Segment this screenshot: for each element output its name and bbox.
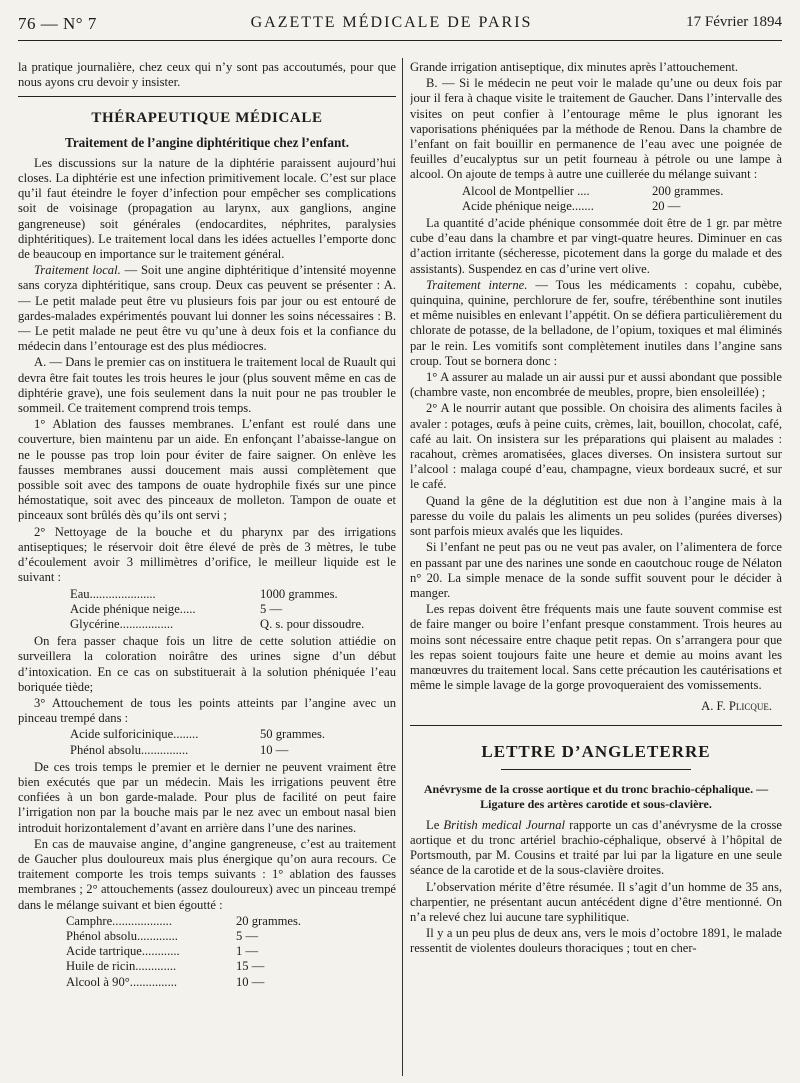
lead-phrase: Traitement interne. [426, 277, 528, 292]
ingredient: Camphre................... [66, 913, 172, 928]
title-underline [501, 769, 691, 770]
paragraph: 2° A le nourrir autant que possible. On choisira des aliments faciles à avaler : potages, œufs à peine cuits, crèmes, lait, bouillon, chocolat, café, café au lait. On insistera sur les préparations qui plaisent au malades : racahout, crèmes aromatisées, glaces diverses. On insistera surtout sur l’alcool : malaga coupé d’eau, champagne, vieux bordeaux sucré, et sur le café. [410, 401, 782, 492]
journal-title: GAZETTE MÉDICALE DE PARIS [250, 14, 533, 31]
left-column [18, 60, 396, 1075]
ingredient: Acide phénique neige....... [462, 198, 594, 213]
paragraph: Si l’enfant ne peut pas ou ne veut pas avaler, on l’alimentera de force en passant par une des narines une sonde en caoutchouc rouge de Nélaton n° 20. La simple menace de la sonde suffit souvent pour le décider à manger. [410, 540, 782, 600]
ingredient: Acide sulforicinique........ [70, 727, 199, 742]
recipe-line [18, 975, 396, 990]
recipe-line [410, 199, 782, 214]
article-title: Traitement de l’angine diphtéritique chez l’enfant. [65, 134, 349, 150]
paragraph: En cas de mauvaise angine, d’angine gangreneuse, c’est au traitement de Gaucher plus douloureux mais plus énergique qu’on aura recours. Ce traitement comporte les trois temps suivants : 1° ablation des fausses membranes ; 2° attouchements (assez douloureux) avec un pinceau trempé dans le mélange suivant et bien égoutté : [18, 836, 396, 912]
recipe-line [18, 914, 396, 929]
paragraph: 2° Nettoyage de la bouche et du pharynx par des irrigations antiseptiques; le réservoir doit être élevé de près de 3 mètres, le tube d’écoulement avoir 3 millimètres d’orifice, le meilleur liquide est le suivant : [18, 524, 396, 585]
paragraph: 3° Attouchement de tous les points atteints par l’angine avec un pinceau trempé dans : [18, 695, 396, 726]
paragraph: Les discussions sur la nature de la diphtérie paraissent aujourd’hui closes. La diphtérie est une infection primitivement locale. C’est sur place qu’il faut éteindre le foyer d’infection pour empêcher ses complications soit de voisinage (propagation au larynx, aux ganglions, angine gangreneuse) soit générales (endocardites, néphrites, paralysies diphtéritiques). Le traitement local dans les idées actuelles l’emporte donc de beaucoup en importance sur le traitement général. [18, 155, 396, 262]
section-rule [410, 725, 782, 726]
paragraph-text: rapporte un cas d’anévrysme de la crosse aortique et du tronc artériel brachio-céphalique, observé à l’hôpital de Portsmouth, par M. Cousins et traité par lui par la ligature en une seule séance de la carotide et de la sous-clavière droites. [410, 817, 782, 878]
journal-name: British medical Journal [443, 817, 565, 832]
ingredient: Alcool à 90°............... [66, 974, 178, 989]
paragraph-text: — Tous les médicaments : copahu, cubèbe, quinquina, quinine, perchlorure de fer, soufre, térébenthine sont inutiles et même nuisibles en enlevant l’appétit. On se défiera particulièrement du chlorate de potasse, de la belladone, de l’opium, toxiques et mal éliminés par le rein. Les vomitifs sont complètement inutiles dans l’angine sans croup. Tout se bornera donc : [410, 277, 782, 368]
paragraph: De ces trois temps le premier et le dernier ne peuvent vraiment être bien exécutés que par un médecin. Mais les irrigations peuvent être confiées à un bon garde-malade. Pour plus de facilité on peut faire l’irrigation non par la bouche mais par le nez avec un embout nasal bien introduit horizontalement d’avant en arrière dans l’une des narines. [18, 759, 396, 835]
column-divider [402, 58, 403, 1076]
paragraph: Quand la gêne de la déglutition est due non à l’angine mais à la paresse du voile du palais les aliments un peu solides (purées diverses) sont parfois mieux avalés que les liquides. [410, 493, 782, 539]
recipe-line [18, 743, 396, 758]
intro-paragraph: la pratique journalière, chez ceux qui n’y sont pas accoutumés, pour que nous ayons cru devoir y insister. [18, 60, 396, 90]
recipe-irrigation [18, 587, 396, 633]
paragraph [410, 278, 782, 369]
recipe-line [18, 959, 396, 974]
paragraph: Grande irrigation antiseptique, dix minutes après l’attouchement. [410, 60, 739, 74]
ingredient: Phénol absolu............... [70, 742, 189, 757]
ingredient: Huile de ricin............. [66, 959, 177, 974]
recipe-gaucher [18, 914, 396, 990]
page-header [18, 14, 782, 41]
recipe-line [410, 184, 782, 199]
paragraph [18, 263, 396, 354]
ingredient: Acide phénique neige..... [70, 601, 196, 616]
quantity: 10 — [236, 974, 265, 989]
quantity: 5 — [236, 928, 259, 943]
issue-date: 17 Février 1894 [686, 14, 782, 30]
quantity: 10 — [260, 742, 289, 757]
paragraph: A. — Dans le premier cas on instituera le traitement local de Ruault qui devra être fait toutes les trois heures le jour (plus souvent même en cas de diphtérie grave), une fois seulement dans la nuit pour ne pas troubler le sommeil. Ce traitement comprend trois temps. [18, 355, 396, 416]
paragraph: On fera passer chaque fois un litre de cette solution attiédie on surveillera la coloration noirâtre des urines signe d’un début d’intoxication. En ce cas on substituerait à la solution phéniquée l’eau boriquée tiède; [18, 634, 396, 694]
ingredient: Eau..................... [70, 586, 156, 601]
recipe-line [18, 944, 396, 959]
recipe-line [18, 727, 396, 742]
quantity: 5 — [260, 601, 283, 616]
paragraph: L’observation mérite d’être résumée. Il s’agit d’un homme de 35 ans, charpentier, ne présentant aucun antécédent digne d’être mentionné. On n’a relevé chez lui aucune tare syphilitique. [410, 879, 782, 924]
paragraph: 1° A assurer au malade un air aussi pur et aussi abondant que possible (chambre vaste, non encombrée de meubles, propre, bien ensoleillée) ; [410, 370, 782, 400]
quantity: 15 — [236, 959, 265, 974]
ingredient: Acide tartrique............ [66, 944, 180, 959]
ingredient: Alcool de Montpellier .... [462, 183, 590, 198]
paragraph: Les repas doivent être fréquents mais une faute souvent commise est de faire manger ou boire l’enfant presque constamment. Trois heures au moins sont nécessaire entre chaque petit repas. On s’arrangera pour que les repas soient toujours faite une heure et demie au moins avant les manœuvres du traitement local. Sans cette précaution les cautérisations et même le simple lavage de la gorge provoqueraient des vomissements. [410, 602, 782, 693]
paragraph-text: — Soit une angine diphtéritique d’intensité moyenne sans coryza diphtéritique, sans croup. Deux cas peuvent se présenter : A. — Le petit malade peut être vu plusieurs fois par jour ou est entouré de gardes-malades expérimentés pouvant lui donner les soins nécessaires : B. — Le petit malade ne peut être vu qu’une à deux fois et la confiance du médecin dans l’entourage est des plus médiocres. [18, 263, 396, 354]
paragraph: Il y a un peu plus de deux ans, vers le mois d’octobre 1891, le malade ressentit de violentes douleurs thoraciques ; tout en cher- [410, 926, 782, 956]
ingredient: Glycérine................. [70, 616, 174, 631]
quantity: 20 — [652, 198, 681, 213]
letter-subtitle: Anévrysme de la crosse aortique et du tronc brachio-céphalique. — Ligature des artères carotide et sous-clavière. [423, 781, 769, 811]
recipe-line [18, 602, 396, 617]
recipe-line [18, 929, 396, 944]
quantity: 200 grammes. [652, 183, 724, 198]
paragraph: 1° Ablation des fausses membranes. L’enfant est roulé dans une couverture, bien maintenu par un aide. En enfonçant l’abaisse-langue on ne le pousse pas trop loin pour éviter de faire saigner. On enlève les fausses membranes aussi doucement mais aussi complètement que possible soit avec des tampons de ouate hydrophile fixés sur une pince hémostatique, soit avec des pinceaux de molleton. Tampon de ouate et pinceaux sont brûlés dès qu’ils ont servi ; [18, 417, 396, 523]
quantity: 1 — [236, 944, 259, 959]
recipe-attouchement [18, 727, 396, 757]
recipe-vaporisation [410, 184, 782, 214]
section-rule [18, 96, 396, 97]
author-signature: A. F. Plicque. [701, 699, 772, 714]
paragraph-text: Le [426, 817, 444, 832]
paragraph: La quantité d’acide phénique consommée doit être de 1 gr. par mètre cube d’eau dans la chambre et par vingt-quatre heures. Diminuer en cas d’action irritante (sécheresse, picotement dans la gorge du malade et des assistants). Suspendez en cas d’urine vert olive. [410, 216, 782, 276]
quantity: Q. s. pour dissoudre. [260, 616, 365, 631]
paragraph: B. — Si le médecin ne peut voir le malade qu’une ou deux fois par jour il fera à chaque visite le traitement de Gaucher. Dans l’intervalle des visites on peut confier à l’entourage même le plus ignorant les vaporisations phéniquées par la méthode de Renou. Dans la chambre de l’enfant on fait bouillir en permanence de l’eau avec une poignée de feuilles d’eucalyptus sur un petit fourneau à pétrole ou une lampe à alcool. On ajoute de temps à autre une cuillerée du mélange suivant : [410, 76, 782, 182]
ingredient: Phénol absolu............. [66, 928, 178, 943]
quantity: 50 grammes. [260, 727, 326, 742]
section-title: THÉRAPEUTIQUE MÉDICALE [91, 110, 323, 127]
page-number: 76 — N° 7 [18, 14, 97, 33]
quantity: 1000 grammes. [260, 586, 338, 601]
right-column [410, 60, 782, 1075]
recipe-line [18, 617, 396, 632]
lead-phrase: Traitement local. [34, 263, 121, 278]
recipe-line [18, 587, 396, 602]
quantity: 20 grammes. [236, 913, 302, 928]
letter-title: LETTRE D’ANGLETERRE [481, 741, 711, 761]
paragraph [410, 818, 782, 879]
